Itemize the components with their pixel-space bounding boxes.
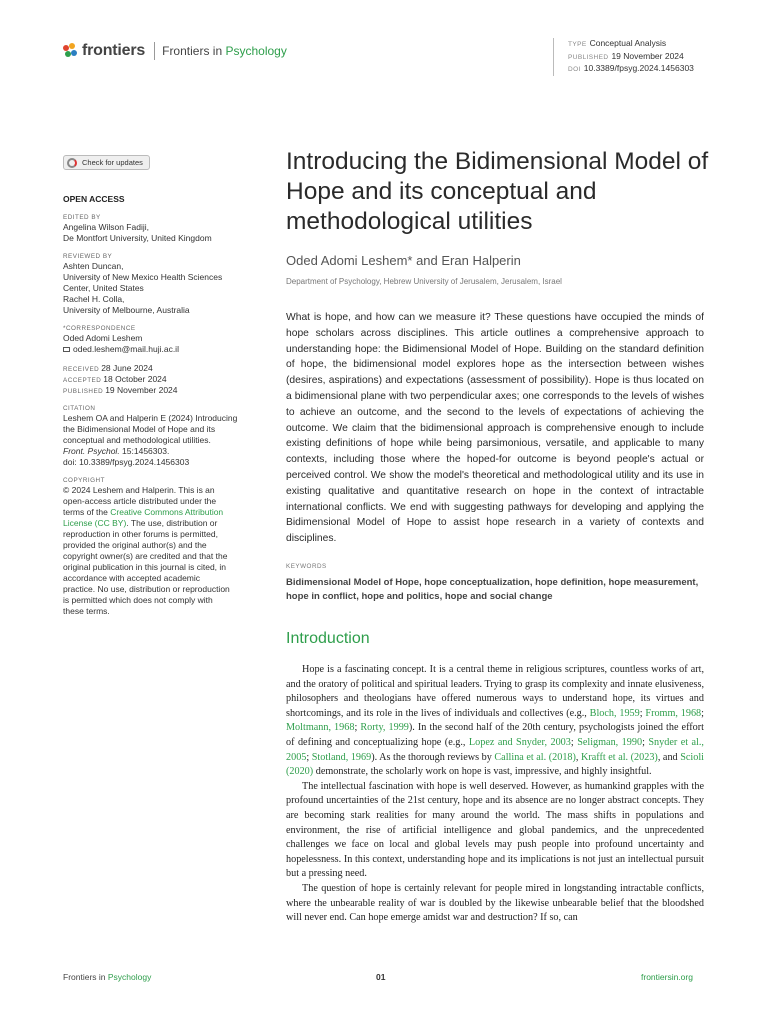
page-number: 01	[376, 972, 386, 982]
reviewer-line: Ashten Duncan,	[63, 260, 124, 271]
reviewer-line: Center, United States	[63, 282, 144, 293]
meta-published-value: 19 November 2024	[611, 50, 684, 61]
meta-type-value: Conceptual Analysis	[589, 38, 667, 48]
reference-link[interactable]: Stotland, 1969	[311, 751, 372, 763]
paragraph-text: Hope is a fascinating concept. It is a central theme in religious scriptures, countless works of art, and the oratory of political and spiritual leaders. Trying to grasp its complexity and innate elusiveness, philosophers and theologians have offered numerous ways to understand hope, its virtues and shortcomings, and its role in the lives of individuals and collectives (e.g.,	[286, 664, 704, 719]
footer-site-link[interactable]: frontiersin.org	[641, 972, 693, 982]
correspondence-email-row[interactable]	[63, 344, 263, 355]
copyright-line: © 2024 Leshem and Halperin. This is an	[63, 484, 215, 495]
reviewer-line: University of Melbourne, Australia	[63, 304, 190, 315]
paragraph-text: ). In the second half of the 20th century, psychologists joined the effort of defining and conceptualizing hope (e.g.,	[286, 722, 704, 748]
copyright-line: reproduction in other forums is permitted,	[63, 528, 218, 539]
meta-published	[568, 51, 694, 64]
reference-link[interactable]: Lopez and Snyder, 2003	[468, 736, 571, 748]
reference-link[interactable]: Scioli (2020)	[286, 751, 704, 778]
paragraph-text: ). As the thorough reviews by	[371, 751, 495, 763]
article-title: Introducing the Bidimensional Model of Hope and its conceptual and methodological utilities	[286, 148, 709, 235]
received-value: 28 June 2024	[101, 362, 153, 373]
correspondence-label: *CORRESPONDENCE	[63, 324, 136, 332]
reference-link[interactable]: Snyder et al., 2005	[286, 736, 704, 763]
published-row	[63, 385, 263, 396]
article-authors[interactable]: Oded Adomi Leshem* and Eran Halperin	[286, 253, 521, 268]
citation-line: the Bidimensional Model of Hope and its	[63, 423, 216, 434]
introduction-heading: Introduction	[286, 630, 370, 647]
reference-link[interactable]: Rorty, 1999	[360, 722, 409, 734]
keywords-label: KEYWORDS	[286, 563, 327, 570]
frontiers-logo-icon	[63, 43, 78, 60]
published-value: 19 November 2024	[105, 384, 178, 395]
reference-link[interactable]: Fromm, 1968	[645, 707, 702, 719]
reference-link[interactable]: Seligman, 1990	[577, 736, 643, 748]
copyright-line: original publication in this journal is cited, in	[63, 561, 227, 572]
editor-name: Angelina Wilson Fadiji,	[63, 221, 149, 232]
citation-line: conceptual and methodological utilities.	[63, 434, 211, 445]
check-updates-icon	[67, 158, 77, 168]
accepted-row	[63, 374, 263, 385]
abstract: What is hope, and how can we measure it? These questions have occupied the minds of hope scholars across disciplines. This article outlines a comprehensive approach to understanding hope: the Bidimensional Model of Hope. Building on the standard definition of hope, the bidimensional model explores hope as the intersection between wishes (desires, aspirations) and expectations (assessment of possibility). Hope is thus located on a bidimensional plane with two perpendicular axes; one corresponds to the levels of wishes to achieve an outcome, and the second to the levels of expectations of achieving the outcome. We claim that the bidimensional approach is comprehensive enough to include existing definitions of hope while being parsimonious, versatile, and applicable to many contexts, including those where the hoped-for outcome is beyond people's actual or perceived control. We show the model's theoretical and methodological utility and its use in existing qualitative and quantitative research on hope in the context of intractable international conflicts. We end with suggesting pathways for developing and applying the Bidimensional Model of Hope to assist hope research in a variety of contexts and disciplines.	[286, 312, 704, 545]
reference-link[interactable]: Bloch, 1959	[589, 707, 640, 719]
logo-text: frontiers	[82, 42, 146, 59]
citation-journal: Front. Psychol.	[63, 445, 120, 456]
paragraph: The question of hope is certainly relevant for people mired in longstanding intractable conflicts, where the unbearable reality of war is doubled by the likewise unbearable belief that the bloodshed will never end. Can hope emerge amidst war and destruction? If so, can	[286, 882, 704, 924]
frontiers-logo[interactable]	[63, 42, 287, 60]
footer-journal[interactable]	[63, 972, 151, 982]
paragraph-text: demonstrate, the scholarly work on hope is vast, impressive, and highly insightful.	[313, 766, 652, 778]
copyright-label: COPYRIGHT	[63, 476, 105, 484]
reviewed-by-label: REVIEWED BY	[63, 252, 113, 260]
copyright-pre-link: terms of the	[63, 506, 111, 517]
copyright-link-row	[63, 518, 263, 529]
copyright-line: these terms.	[63, 605, 110, 616]
edited-by-label: EDITED BY	[63, 213, 101, 221]
article-body	[286, 663, 704, 926]
citation-journal-row	[63, 446, 263, 457]
copyright-line: accordance with accepted academic	[63, 572, 201, 583]
paragraph: Hope is a fascinating concept. It is a central theme in religious scriptures, countless works of art, and the oratory of political and spiritual leaders. Trying to grasp its complexity and innate elusiveness, philosophers and theologians have offered numerous ways to understand hope, its virtues and shortcomings, and its role in the lives of individuals and collectives (e.g., Bloch, 1959; Fromm, 1968; Moltmann, 1968; Rorty, 1999). In the second half of the 20th century, psychologists joined the effort of defining and conceptualizing hope (e.g., Lopez and Snyder, 2003; Seligman, 1990; Snyder et al., 2005; Stotland, 1969). As the thorough reviews by Callina et al. (2018), Krafft et al. (2023), and Scioli (2020) demonstrate, the scholarly work on hope is vast, impressive, and highly insightful.	[286, 664, 704, 778]
meta-doi-label: DOI	[568, 66, 581, 73]
meta-type	[568, 38, 694, 51]
meta-doi	[568, 63, 694, 76]
correspondence-email[interactable]: oded.leshem@mail.huji.ac.il	[73, 343, 179, 354]
dates-block	[63, 363, 263, 396]
article-sidebar	[63, 155, 263, 617]
cc-license-link[interactable]: Creative Commons Attribution	[110, 506, 224, 517]
copyright-line: is permitted which does not comply with	[63, 594, 213, 605]
citation-label: CITATION	[63, 404, 96, 412]
reference-link[interactable]: Callina et al. (2018)	[494, 751, 576, 763]
accepted-label: ACCEPTED	[63, 376, 102, 384]
reference-link[interactable]: Krafft et al. (2023)	[581, 751, 658, 763]
journal-prefix: Frontiers in	[162, 44, 223, 58]
received-row	[63, 363, 263, 374]
citation-line: Leshem OA and Halperin E (2024) Introducing	[63, 412, 238, 423]
journal-title: Psychology	[225, 44, 287, 58]
meta-type-label: TYPE	[568, 41, 587, 48]
cc-license-link[interactable]: License (CC BY)	[63, 517, 127, 528]
copyright-line: copyright owner(s) are credited and that the	[63, 550, 228, 561]
copyright-line: provided the original author(s) and the	[63, 539, 207, 550]
copyright-line: practice. No use, distribution or reproduction	[63, 583, 230, 594]
copyright-link-row	[63, 507, 263, 518]
footer-journal-prefix: Frontiers in	[63, 972, 106, 982]
logo-divider	[154, 42, 155, 60]
meta-doi-value[interactable]: 10.3389/fpsyg.2024.1456303	[583, 63, 694, 73]
citation-doi[interactable]: doi: 10.3389/fpsyg.2024.1456303	[63, 456, 190, 467]
reviewer-line: University of New Mexico Health Sciences	[63, 271, 223, 282]
paragraph: The intellectual fascination with hope is well deserved. However, as humankind grapples with the profound uncertainties of the 21st century, hope and its absence are no longer abstract concepts. They are becoming stark realities for many around the world. The mass shifts in populations and environment, the rise of artificial intelligence and global pandemics, and the unprecedented challenges we face on local and global levels may push people into profound uncertainty and hopelessness. In this context, understanding hope and its implications is not just an intellectual pursuit but a pressing need.	[286, 780, 704, 880]
footer-journal-name: Psychology	[107, 972, 152, 982]
citation-volume: 15:1456303.	[119, 445, 170, 456]
check-updates-button[interactable]	[63, 155, 150, 170]
correspondence-name: Oded Adomi Leshem	[63, 332, 143, 343]
reference-link[interactable]: Moltmann, 1968	[286, 722, 355, 734]
check-updates-label: Check for updates	[82, 158, 143, 167]
author-affiliation: Department of Psychology, Hebrew University of Jerusalem, Jerusalem, Israel	[286, 277, 562, 286]
journal-name[interactable]	[162, 44, 287, 58]
received-label: RECEIVED	[63, 365, 100, 373]
reviewer-line: Rachel H. Colla,	[63, 293, 125, 304]
open-access-label: OPEN ACCESS	[63, 193, 125, 204]
copyright-post-link: . The use, distribution or	[126, 517, 218, 528]
published-label: PUBLISHED	[63, 387, 104, 395]
accepted-value: 18 October 2024	[103, 373, 167, 384]
meta-published-label: PUBLISHED	[568, 53, 609, 61]
copyright-line: open-access article distributed under the	[63, 495, 217, 506]
article-meta	[553, 38, 694, 76]
keywords: Bidimensional Model of Hope, hope conceptualization, hope definition, hope measurement, hope in conflict, hope and politics, hope and social change	[286, 577, 699, 602]
editor-affiliation: De Montfort University, United Kingdom	[63, 232, 212, 243]
paragraph-text: , and	[657, 751, 681, 763]
email-icon	[63, 347, 70, 352]
